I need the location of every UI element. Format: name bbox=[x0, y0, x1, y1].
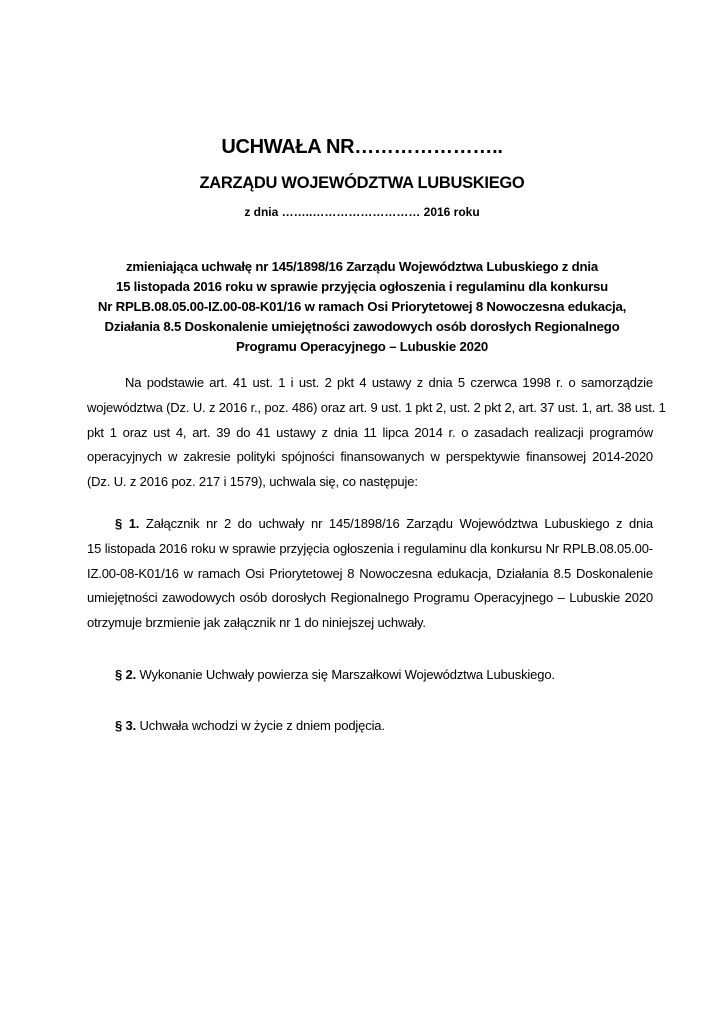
section-3-paragraph bbox=[87, 714, 653, 739]
subject-line: 15 listopada 2016 roku w sprawie przyjęcia ogłoszenia i regulaminu dla konkursu bbox=[115, 279, 609, 294]
paragraph-line: operacyjnych w zakresie polityki spójności finansowanych w perspektywie finansowej 2014-2020 bbox=[87, 449, 653, 465]
section-2-paragraph bbox=[87, 663, 653, 688]
subject-line: Programu Operacyjnego – Lubuskie 2020 bbox=[235, 339, 489, 354]
date-line: z dnia ……..……………………… 2016 roku bbox=[244, 205, 480, 219]
subject-line: Działania 8.5 Doskonalenie umiejętności zawodowych osób dorosłych Regionalnego bbox=[104, 319, 620, 334]
paragraph-line bbox=[87, 663, 653, 688]
section-2-mark: § 2. bbox=[115, 667, 137, 682]
section-2-text: Wykonanie Uchwały powierza się Marszałkowi Województwa Lubuskiego. bbox=[136, 667, 555, 682]
section-3-text: Uchwała wchodzi w życie z dniem podjęcia. bbox=[136, 718, 385, 733]
paragraph-line: umiejętności zawodowych osób dorosłych Regionalnego Programu Operacyjnego – Lubuskie 2020 bbox=[87, 590, 653, 606]
paragraph-line: (Dz. U. z 2016 poz. 217 i 1579), uchwala się, co następuje: bbox=[87, 474, 418, 490]
section-1-text: Załącznik nr 2 do uchwały nr 145/1898/16 Zarządu Województwa Lubuskiego z dnia bbox=[139, 516, 653, 531]
paragraph-line bbox=[87, 714, 653, 739]
subject-line: Nr RPLB.08.05.00-IZ.00-08-K01/16 w ramach Osi Priorytetowej 8 Nowoczesna edukacja, bbox=[97, 299, 627, 314]
paragraph-line: pkt 1 oraz ust 4, art. 39 do 41 ustawy z dnia 11 lipca 2014 r. o zasadach realizacji programów bbox=[87, 424, 653, 440]
paragraph-line: Na podstawie art. 41 ust. 1 i ust. 2 pkt 4 ustawy z dnia 5 czerwca 1998 r. o samorządzie bbox=[125, 375, 653, 390]
paragraph-line bbox=[87, 512, 653, 537]
paragraph-line: otrzymuje brzmienie jak załącznik nr 1 do niniejszej uchwały. bbox=[87, 615, 426, 631]
subject-line: zmieniająca uchwałę nr 145/1898/16 Zarządu Województwa Lubuskiego z dnia bbox=[126, 259, 598, 274]
paragraph-line: 15 listopada 2016 roku w sprawie przyjęcia ogłoszenia i regulaminu dla konkursu Nr RPLB.08.05.00- bbox=[87, 540, 653, 556]
legal-basis-paragraph bbox=[87, 371, 666, 495]
issuer-heading: ZARZĄDU WOJEWÓDZTWA LUBUSKIEGO bbox=[199, 174, 525, 192]
paragraph-line: województwa (Dz. U. z 2016 r., poz. 486) oraz art. 9 ust. 1 pkt 2, ust. 2 pkt 2, art. 37 ust. 1, art. 38 ust. 1 bbox=[87, 399, 666, 415]
section-1-mark: § 1. bbox=[115, 516, 140, 531]
document-title: UCHWAŁA NR………………….. bbox=[221, 136, 503, 158]
resolution-subject bbox=[60, 257, 664, 357]
section-1-paragraph bbox=[87, 512, 653, 636]
paragraph-line: IZ.00-08-K01/16 w ramach Osi Priorytetowej 8 Nowoczesna edukacja, Działania 8.5 Doskonalenie bbox=[87, 565, 653, 581]
section-3-mark: § 3. bbox=[115, 718, 137, 733]
